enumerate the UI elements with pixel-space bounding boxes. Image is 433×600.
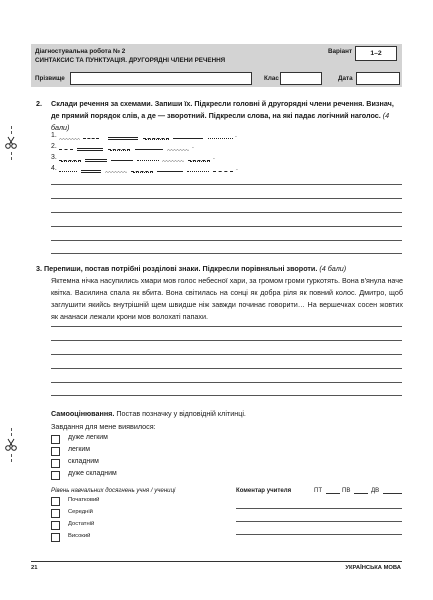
scheme-row-4 <box>51 165 351 175</box>
checkbox-very-hard[interactable] <box>51 471 60 480</box>
scheme-double <box>81 170 101 171</box>
scheme-dot <box>187 171 209 172</box>
scheme-wave <box>59 137 80 140</box>
surname-field[interactable] <box>70 72 252 85</box>
subject-name: УКРАЇНСЬКА МОВА <box>345 565 401 571</box>
scheme-row-3 <box>51 154 351 164</box>
scheme-end-mark: . <box>236 165 238 172</box>
answer-line[interactable] <box>51 395 402 396</box>
scheme-end-mark: . <box>235 132 237 139</box>
answer-line[interactable] <box>51 354 402 355</box>
scheme-dashdot <box>143 138 169 139</box>
checkbox-easy[interactable] <box>51 447 60 456</box>
answer-line[interactable] <box>51 212 402 213</box>
pv-label: ПВ <box>342 487 351 494</box>
scheme-dot <box>137 160 159 161</box>
option-easy: легким <box>68 446 90 453</box>
dv-label: ДВ <box>371 487 380 494</box>
scheme-dot <box>208 138 233 139</box>
teacher-comment-label: Коментар учителя <box>236 487 292 494</box>
answer-line[interactable] <box>51 240 402 241</box>
task2-number: 2. <box>36 99 42 108</box>
checkbox-hard[interactable] <box>51 459 60 468</box>
scheme-solid <box>157 171 183 172</box>
scheme-solid <box>111 160 133 161</box>
work-topic: СИНТАКСИС ТА ПУНКТУАЦІЯ. ДРУГОРЯДНІ ЧЛЕНИ РЕЧЕННЯ <box>35 57 226 64</box>
scheme-number: 1. <box>51 132 57 139</box>
scheme-double <box>108 137 138 138</box>
scheme-dot <box>59 171 77 172</box>
cut-line-bottom-lower <box>11 454 12 462</box>
self-assessment-title-bold: Самооцінювання. <box>51 409 115 418</box>
pt-label: ПТ <box>314 487 323 494</box>
self-assessment-title-rest: Постав позначку у відповідній клітинці. <box>116 409 246 418</box>
level-sufficient: Достатній <box>68 521 95 527</box>
scheme-wave <box>105 170 127 173</box>
answer-line[interactable] <box>51 198 402 199</box>
scheme-dash <box>83 138 99 139</box>
answer-line[interactable] <box>51 226 402 227</box>
scheme-solid <box>173 138 203 139</box>
pt-field[interactable] <box>326 493 340 494</box>
level-initial: Початковий <box>68 497 100 503</box>
scheme-end-mark: . <box>213 154 215 161</box>
scheme-wave <box>167 148 189 151</box>
scheme-dashdot <box>188 160 210 161</box>
task2-points: (4 бали) <box>51 111 390 133</box>
option-very-easy: дуже легким <box>68 434 108 441</box>
task3-text: Яктемна нічка насупились хмари мов голос небесної хари, за громом громи гуркотять. Вона в'янула наче квітка. Василина спала як вбита. Вона світилась на сонці як добра ріля як повний колос. Дмитро, щоб заглушити якийсь внутрішній щем швидше ніж завжди починає говорити… На вершечках сосен жовтих як ананаси лежали крони мов волохаті папахи. <box>51 276 403 322</box>
scissors-icon <box>4 136 20 155</box>
surname-label: Прізвище <box>35 75 65 82</box>
date-field[interactable] <box>356 72 400 85</box>
answer-line[interactable] <box>51 340 402 341</box>
task3-header <box>36 263 406 275</box>
scheme-row-2 <box>51 143 351 153</box>
scheme-dash <box>59 149 73 150</box>
comment-line[interactable] <box>236 508 402 509</box>
option-hard: складним <box>68 458 99 465</box>
self-assessment-title <box>51 408 246 420</box>
work-title: Діагностувальна робота № 2 <box>35 48 126 55</box>
checkbox-level-sufficient[interactable] <box>51 521 60 530</box>
cut-line-top-upper <box>11 126 12 134</box>
pv-field[interactable] <box>354 493 368 494</box>
scheme-dashdot <box>131 171 153 172</box>
option-very-hard: дуже складним <box>68 470 117 477</box>
answer-line[interactable] <box>51 326 402 327</box>
scheme-end-mark: . <box>192 143 194 150</box>
class-field[interactable] <box>280 72 322 85</box>
answer-line[interactable] <box>51 382 402 383</box>
scheme-solid <box>135 149 163 150</box>
comment-line[interactable] <box>236 521 402 522</box>
scheme-dashdot <box>108 149 130 150</box>
cut-line-bottom-upper <box>11 428 12 436</box>
scheme-dashdot <box>59 160 81 161</box>
task2-instruction-text: Склади речення за схемами. Запиши їх. Підкресли головні й другорядні члени речення. Визнач, де прямий порядок слів, а де — зворотний. Підкресли слова, на які падає логічний наголос. <box>51 99 394 121</box>
checkbox-very-easy[interactable] <box>51 435 60 444</box>
scheme-dash <box>213 171 233 172</box>
task3-instruction: Перепиши, постав потрібні розділові знаки. Підкресли порівняльні звороти. <box>44 264 318 273</box>
task3-number: 3. <box>36 264 42 273</box>
checkbox-level-initial[interactable] <box>51 497 60 506</box>
scheme-number: 2. <box>51 143 57 150</box>
checkbox-level-high[interactable] <box>51 533 60 542</box>
checkbox-level-medium[interactable] <box>51 509 60 518</box>
scissors-icon <box>4 438 20 457</box>
scheme-wave <box>162 159 184 162</box>
scheme-double <box>85 159 107 160</box>
self-assessment-question: Завдання для мене виявилося: <box>51 422 156 431</box>
footer-divider <box>31 561 402 562</box>
answer-line[interactable] <box>51 368 402 369</box>
task3-points: (4 бали) <box>319 264 347 273</box>
comment-line[interactable] <box>236 534 402 535</box>
scheme-number: 4. <box>51 165 57 172</box>
cut-line-top-lower <box>11 152 12 160</box>
variant-label: Варіант <box>328 48 353 55</box>
date-label: Дата <box>338 75 353 82</box>
level-high: Високий <box>68 533 91 539</box>
task2-instruction <box>51 98 403 134</box>
level-title: Рівень навчальних досягнень учня / учениці <box>51 487 176 494</box>
level-medium: Середній <box>68 509 93 515</box>
scheme-double <box>77 148 103 149</box>
variant-value: 1–2 <box>355 46 397 61</box>
answer-line[interactable] <box>51 253 402 254</box>
dv-field[interactable] <box>383 493 402 494</box>
scheme-number: 3. <box>51 154 57 161</box>
scheme-row-1 <box>51 132 351 142</box>
page-number: 21 <box>31 565 38 571</box>
class-label: Клас <box>264 75 279 82</box>
answer-line[interactable] <box>51 184 402 185</box>
